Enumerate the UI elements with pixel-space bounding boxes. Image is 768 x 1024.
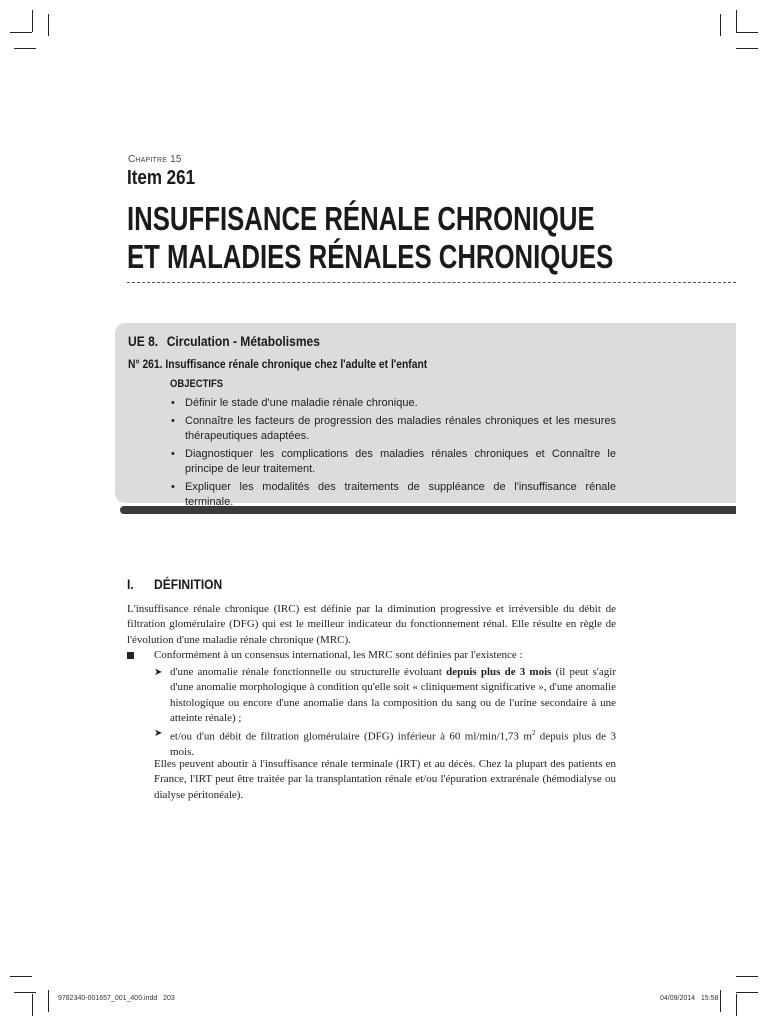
sub-text-bold: depuis plus de 3 mois <box>446 666 552 678</box>
definition-paragraph: L'insuffisance rénale chronique (IRC) est définie par la diminution progressive et irréversible du débit de filtration glomérulaire (DFG) qui est le meilleur indicateur du fonctionnement rénal. Elle résulte en règle de l'évolution d'une maladie rénale chronique (MRC). <box>127 603 616 646</box>
crop-mark <box>736 976 758 977</box>
crop-mark <box>14 992 36 993</box>
objectives-list <box>170 396 616 513</box>
item-number: Item 261 <box>127 167 196 189</box>
title-line-2: ET MALADIES RÉNALES CHRONIQUES <box>127 238 614 275</box>
item-line: N° 261. Insuffisance rénale chronique chez l'adulte et l'enfant <box>128 357 428 371</box>
objective-item: • Diagnostiquer les complications des maladies rénales chroniques et Connaître le principe de leur traitement. <box>170 447 616 478</box>
arrow-bullet-icon: ➤ <box>154 667 163 678</box>
chapter-label: Chapitre 15 <box>128 154 182 165</box>
arrow-bullet-icon: ➤ <box>154 728 163 739</box>
crop-mark <box>736 994 737 1016</box>
crop-mark <box>736 992 758 993</box>
sub-bullet-text <box>170 665 616 726</box>
crop-mark <box>720 14 721 36</box>
outcome-paragraph: Elles peuvent aboutir à l'insuffisance rénale terminale (IRT) et au décès. Chez la plupart des patients en France, l'IRT peut être traitée par la transplantation rénale et/ou l'épuration extrarénale (hémodialyse ou dialyse péritonéale). <box>154 758 616 801</box>
crop-mark <box>14 48 36 49</box>
sub-text-part: depuis plus de 3 mois. <box>170 730 616 758</box>
sub-bullet-dfg <box>154 726 616 760</box>
superscript: 2 <box>531 729 536 737</box>
consensus-bullet-text: Conformément à un consensus international, les MRC sont définies par l'existence : <box>154 649 523 661</box>
crop-mark <box>720 990 721 1012</box>
ue-heading <box>128 333 320 349</box>
title-line-1: INSUFFISANCE RÉNALE CHRONIQUE <box>127 200 595 237</box>
footer-file-info: 9782340-001657_001_400.indd 203 <box>58 995 175 1002</box>
sub-text-part: (il peut s'agir d'une anomalie morphologique à condition qu'elle soit « cliniquement significative », d'une anomalie histologique ou encore d'une anomalie dans la composition du sang ou de l'urine secondaire à une atteinte rénale) ; <box>170 666 616 724</box>
sub-text-part: d'une anomalie rénale fonctionnelle ou structurelle évoluant <box>170 666 447 678</box>
crop-mark <box>32 10 33 32</box>
objective-item: • Définir le stade d'une maladie rénale chronique. <box>170 396 616 412</box>
section-number: I. <box>127 576 134 592</box>
square-bullet-icon <box>127 652 134 659</box>
footer-date: 04/09/2014 15:58 <box>660 995 719 1002</box>
ue-code: UE 8. <box>128 333 159 349</box>
sub-text-part: et/ou d'un débit de filtration glomérulaire (DFG) inférieur à 60 ml/min/1,73 m <box>170 730 532 743</box>
objective-item: • Expliquer les modalités des traitements de suppléance de l'insuffisance rénale terminale. <box>170 480 616 511</box>
crop-mark <box>32 994 33 1016</box>
crop-mark <box>736 48 758 49</box>
section-title: DÉFINITION <box>154 576 223 592</box>
crop-mark <box>48 14 49 36</box>
crop-mark <box>10 32 32 33</box>
objective-item: • Connaître les facteurs de progression des maladies rénales chroniques et les mesures thérapeutiques adaptées. <box>170 414 616 445</box>
crop-mark <box>10 976 32 977</box>
page-title <box>127 200 613 276</box>
sub-bullet-text <box>170 726 616 760</box>
title-divider <box>127 282 736 283</box>
sub-bullet-anomaly <box>154 665 616 726</box>
ue-title: Circulation - Métabolismes <box>166 333 320 349</box>
crop-mark <box>736 32 758 33</box>
crop-mark <box>48 990 49 1012</box>
crop-mark <box>736 10 737 32</box>
objectives-heading: OBJECTIFS <box>170 378 224 390</box>
